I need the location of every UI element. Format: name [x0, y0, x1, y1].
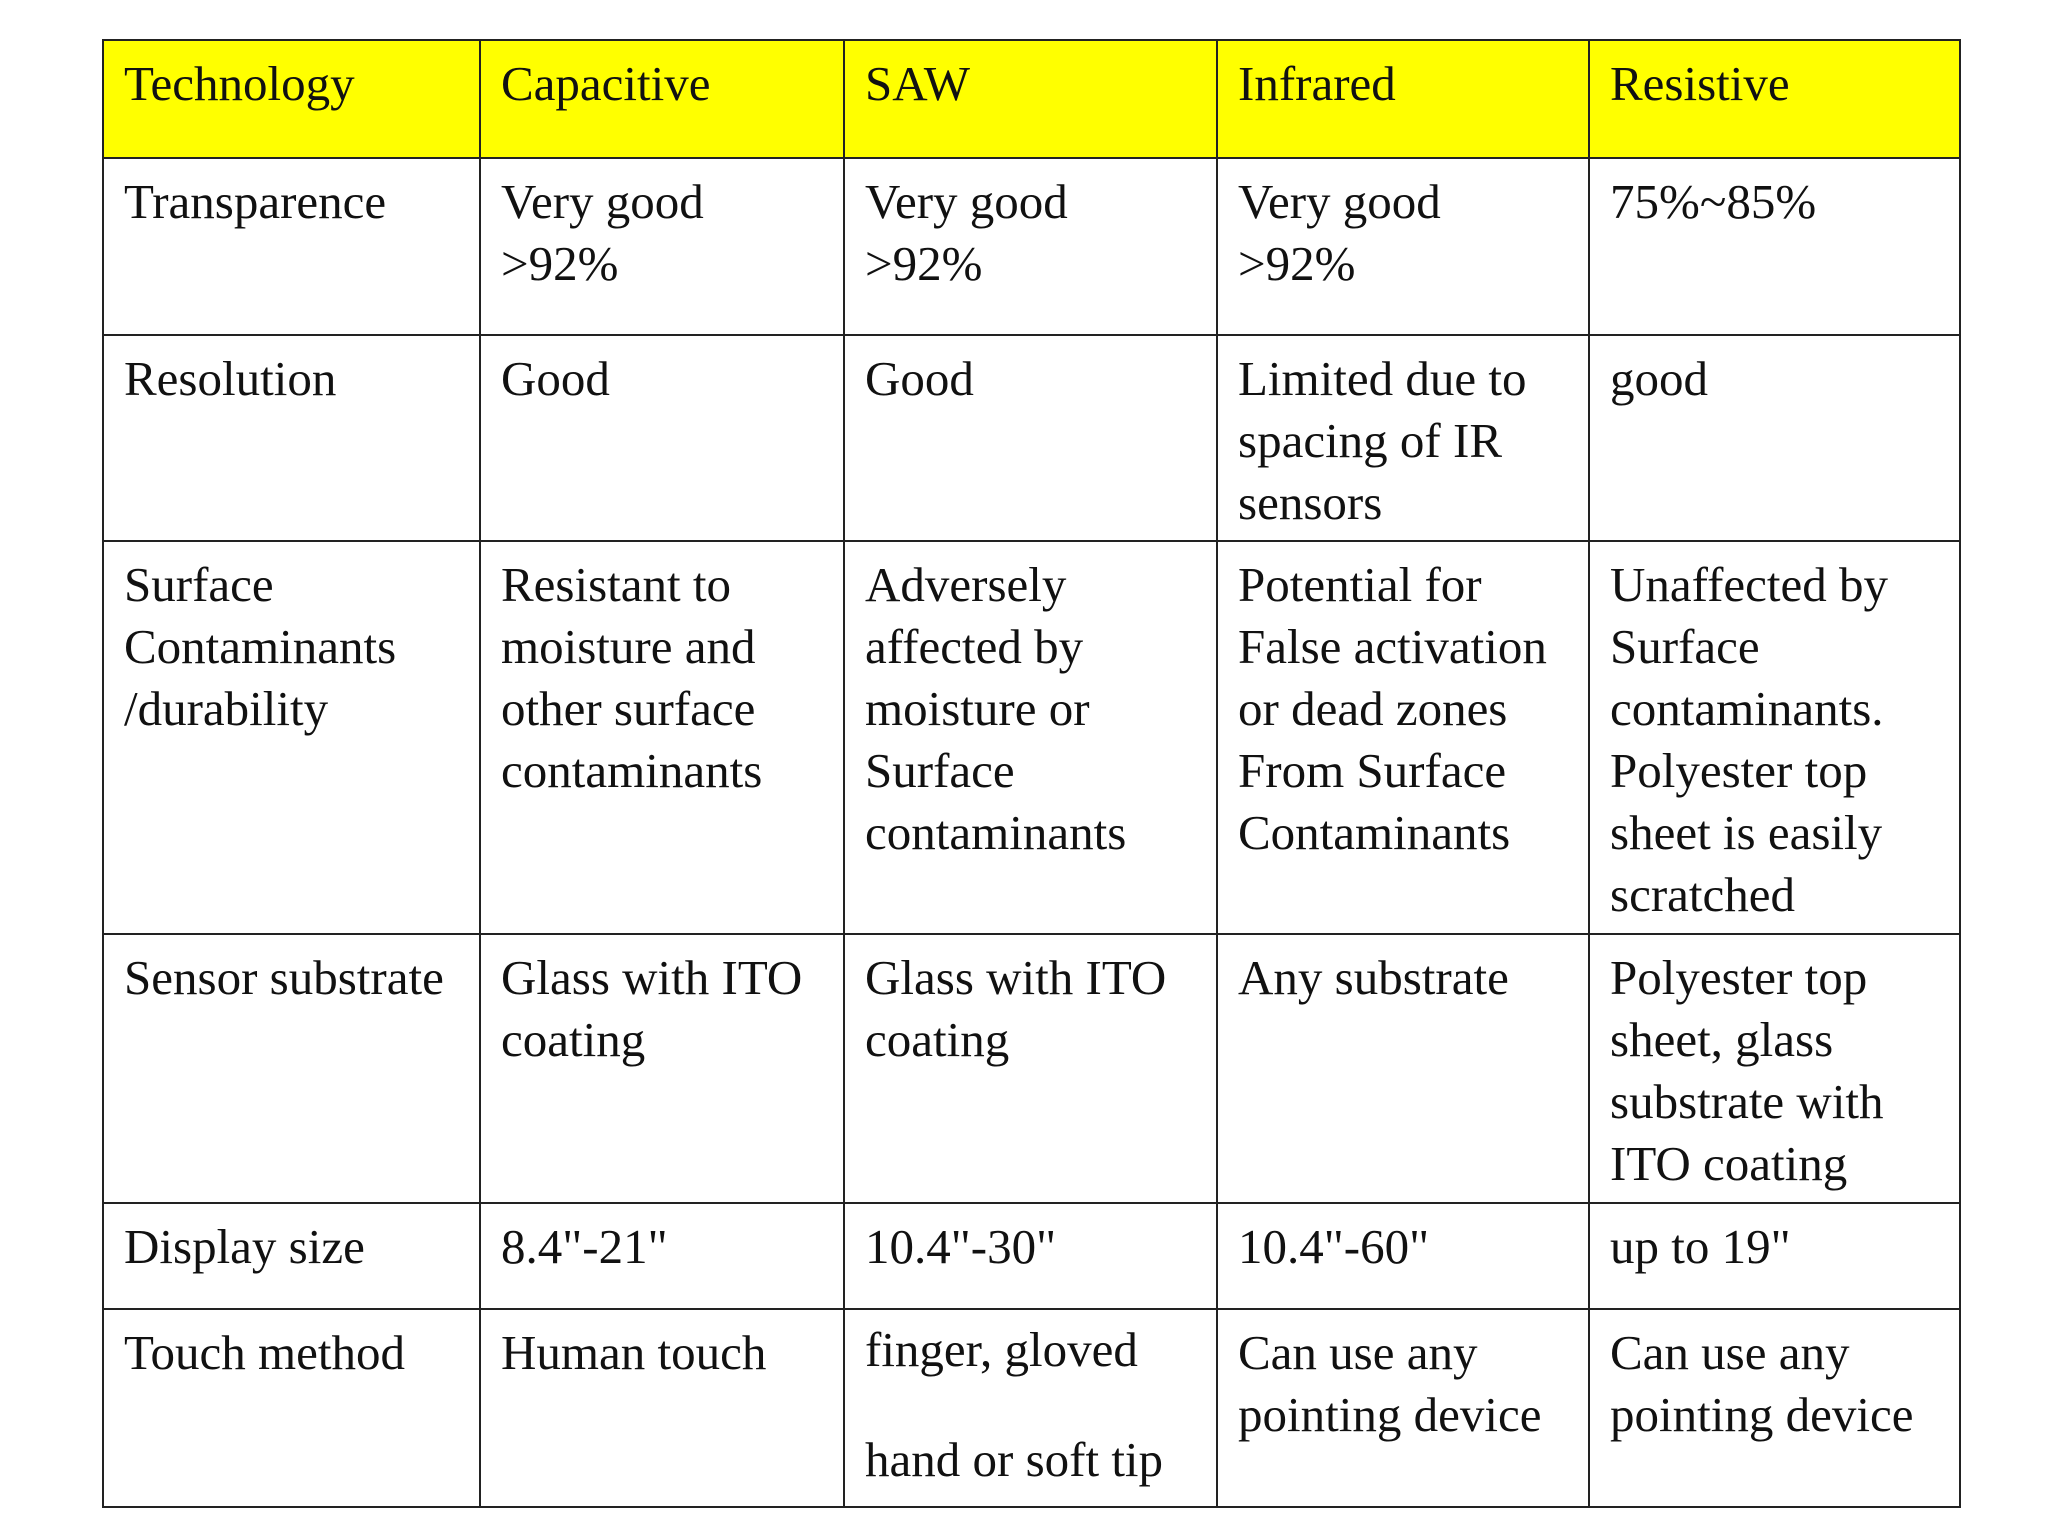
table-cell: up to 19" — [1589, 1203, 1960, 1309]
table-cell: Very good >92% — [480, 158, 844, 335]
table-cell: Very good >92% — [1217, 158, 1589, 335]
table-row-resolution — [103, 335, 1960, 541]
table-row-touch-method — [103, 1309, 1960, 1507]
table-row-display-size — [103, 1203, 1960, 1309]
row-label: Resolution — [103, 335, 480, 541]
table-cell: good — [1589, 335, 1960, 541]
table-cell: Can use any pointing device — [1589, 1309, 1960, 1507]
table-cell: 75%~85% — [1589, 158, 1960, 335]
table-cell: Very good >92% — [844, 158, 1217, 335]
table-cell: Glass with ITO coating — [480, 934, 844, 1203]
header-cell-capacitive: Capacitive — [480, 40, 844, 158]
table-cell: Can use any pointing device — [1217, 1309, 1589, 1507]
table-cell: Any substrate — [1217, 934, 1589, 1203]
comparison-table-container — [102, 39, 1959, 1508]
touch-technology-comparison-table — [102, 39, 1961, 1508]
table-cell: Adversely affected by moisture or Surface contaminants — [844, 541, 1217, 934]
row-label: Display size — [103, 1203, 480, 1309]
table-cell: Limited due to spacing of IR sensors — [1217, 335, 1589, 541]
table-cell: Unaffected by Surface contaminants. Polyester top sheet is easily scratched — [1589, 541, 1960, 934]
table-cell: Good — [480, 335, 844, 541]
table-cell: Potential for False activation or dead zones From Surface Contaminants — [1217, 541, 1589, 934]
table-cell: 8.4"-21" — [480, 1203, 844, 1309]
table-cell: Human touch — [480, 1309, 844, 1507]
table-cell: 10.4"-60" — [1217, 1203, 1589, 1309]
table-cell: Polyester top sheet, glass substrate with ITO coating — [1589, 934, 1960, 1203]
table-cell: finger, gloved hand or soft tip — [844, 1309, 1217, 1507]
header-cell-technology: Technology — [103, 40, 480, 158]
row-label: Transparence — [103, 158, 480, 335]
table-cell: Resistant to moisture and other surface contaminants — [480, 541, 844, 934]
row-label: Touch method — [103, 1309, 480, 1507]
table-row-surface-contaminants — [103, 541, 1960, 934]
header-row — [103, 40, 1960, 158]
header-cell-resistive: Resistive — [1589, 40, 1960, 158]
table-cell: Good — [844, 335, 1217, 541]
row-label: Sensor substrate — [103, 934, 480, 1203]
header-cell-infrared: Infrared — [1217, 40, 1589, 158]
header-cell-saw: SAW — [844, 40, 1217, 158]
table-row-sensor-substrate — [103, 934, 1960, 1203]
table-cell: 10.4"-30" — [844, 1203, 1217, 1309]
row-label: Surface Contaminants /durability — [103, 541, 480, 934]
table-row-transparence — [103, 158, 1960, 335]
table-cell: Glass with ITO coating — [844, 934, 1217, 1203]
